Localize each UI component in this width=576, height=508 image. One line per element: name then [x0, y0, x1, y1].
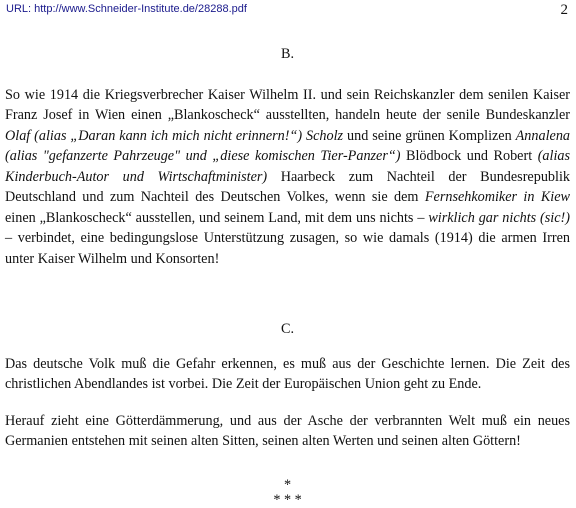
text-run: und seine grünen Komplizen — [343, 127, 516, 144]
header-url: URL: http://www.Schneider-Institute.de/28288.pdf — [6, 3, 247, 15]
section-c-paragraph-1: Das deutsche Volk muß die Gefahr erkennen, es muß aus der Geschichte lernen. Die Zeit des christlichen Abendlandes ist vorbei. Die Zeit der Europäischen Union geht zu Ende. — [5, 355, 570, 392]
section-divider-star: * — [283, 476, 292, 493]
section-b-paragraph — [5, 85, 570, 270]
italic-run: Olaf (alias „Daran kann ich mich nicht erinnern!“) Scholz — [5, 127, 344, 144]
italic-run: (alias Kinderbuch-Autor und Wirtschaftminister) — [5, 148, 571, 185]
italic-run: Fernsehkomiker in Kiew — [424, 189, 571, 205]
text-run: So wie 1914 die Kriegsverbrecher Kaiser Wilhelm II. und sein Reichskanzler dem senilen Kaiser Franz Josef in Wien einen „Blankoscheck“ ausstellten, handeln heute der senile Bundeskanzler — [5, 86, 570, 123]
text-run: Blödbock und Robert — [400, 148, 538, 164]
document-body — [5, 44, 570, 508]
section-heading-c: C. — [280, 321, 294, 337]
page-number: 2 — [560, 2, 568, 18]
section-divider-stars: * * * — [273, 491, 302, 508]
section-c-paragraph-2: Herauf zieht eine Götterdämmerung, und aus der Asche der verbrannten Welt muß ein neues Germanien entstehen mit seinen alten Sitten, seinen alten Werten und seinen alten Göttern! — [5, 412, 570, 449]
italic-run: Annalena (alias "gefanzerte Pahrzeuge" und „diese komischen Tier-Panzer“) — [5, 127, 571, 164]
text-run: einen „Blankoscheck“ ausstellen, und seinem Land, mit dem uns nichts – — [5, 209, 429, 226]
italic-run: wirklich gar nichts (sic!) — [428, 209, 570, 226]
text-run: Haarbeck zum Nachteil der Bundesrepublik Deutschland und zum Nachteil des Deutschen Volkes, wenn sie dem — [5, 168, 570, 205]
text-run: – verbindet, eine bedingungslose Unterstützung zusagen, so wie damals (1914) die armen Irren unter Kaiser Wilhelm und Konsorten! — [5, 230, 570, 267]
section-heading-b: B. — [280, 46, 294, 62]
